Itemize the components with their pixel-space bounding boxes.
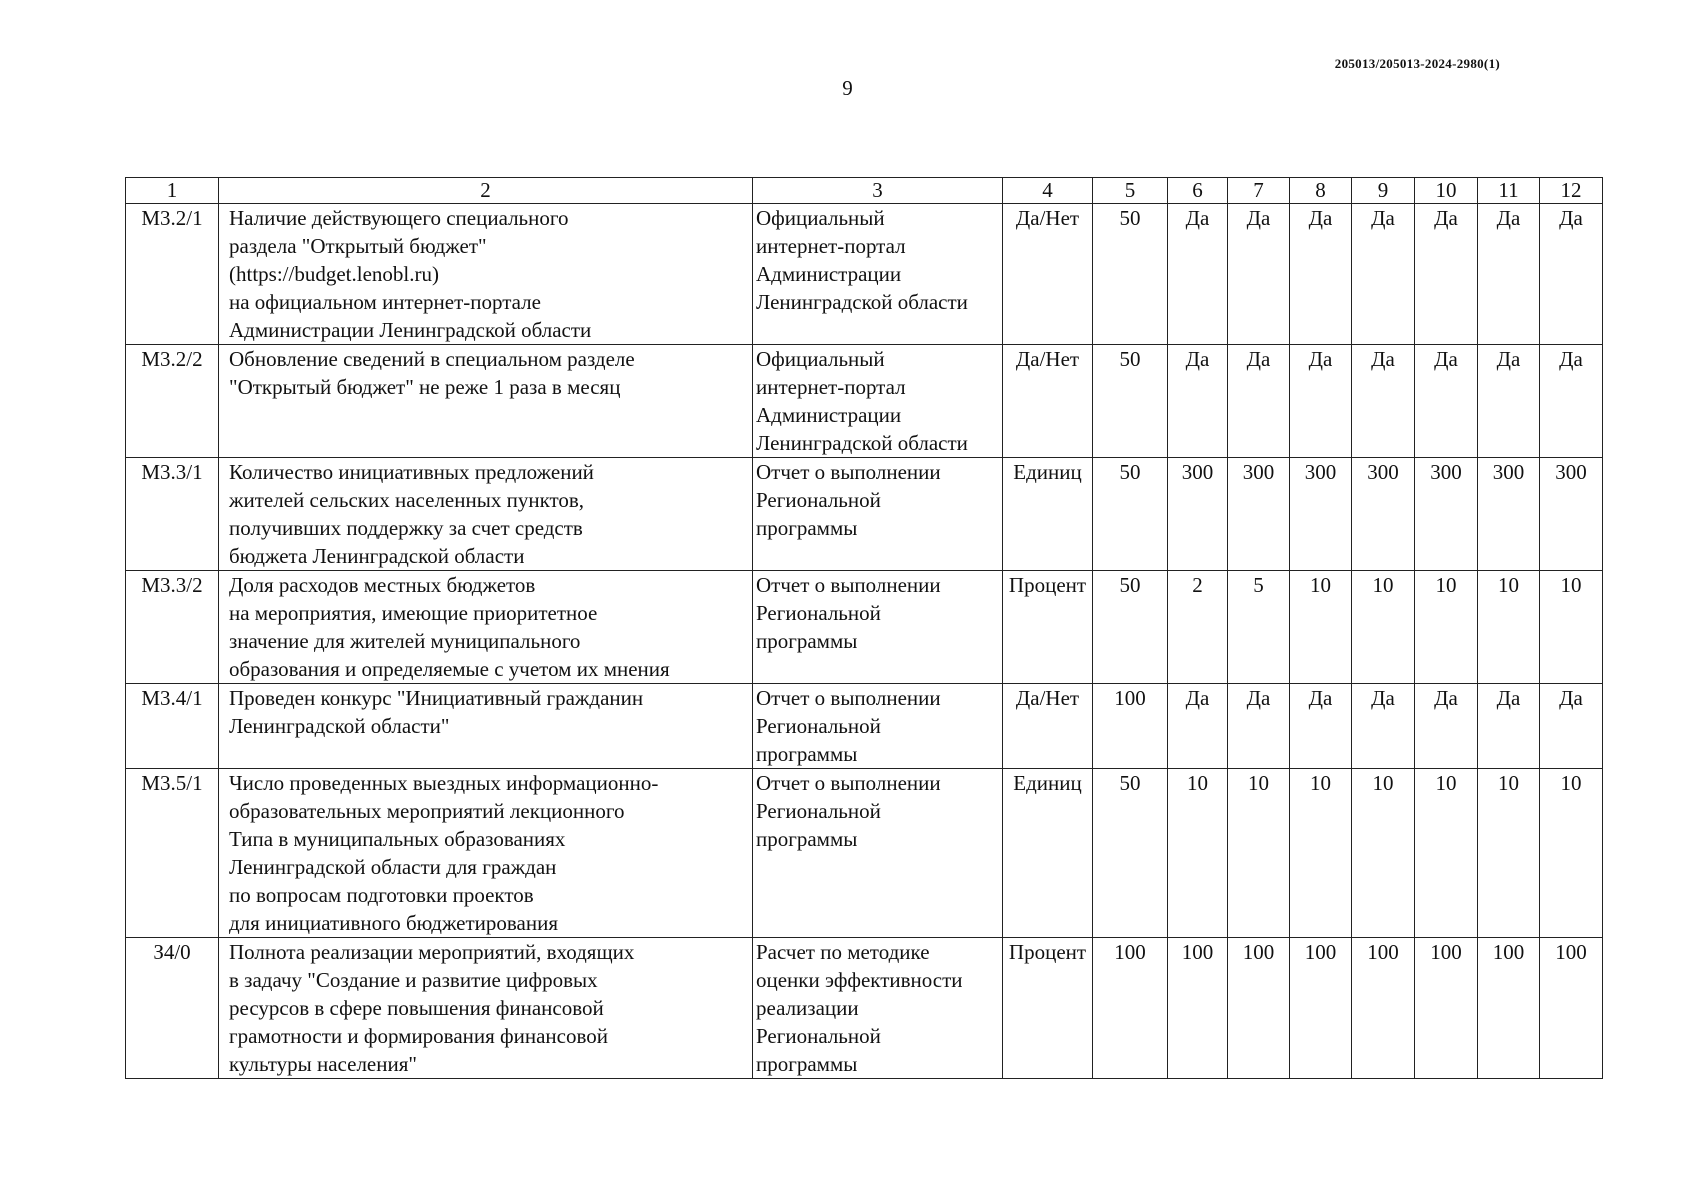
target-value-cell: Да <box>1478 204 1540 345</box>
target-value-cell: 100 <box>1228 938 1290 1079</box>
column-header: 9 <box>1352 178 1415 204</box>
description-line: Доля расходов местных бюджетов <box>229 573 536 597</box>
target-value-cell: 300 <box>1478 458 1540 571</box>
column-header: 11 <box>1478 178 1540 204</box>
unit-of-measure: Процент <box>1003 938 1093 1079</box>
target-value-cell: Да <box>1168 684 1228 769</box>
table-row <box>126 204 1603 345</box>
description-line: Полнота реализации мероприятий, входящих <box>229 940 635 964</box>
source-line: Администрации <box>756 403 902 427</box>
description-line: Проведен конкурс "Инициативный гражданин <box>229 686 644 710</box>
indicator-code: М3.3/1 <box>126 458 219 571</box>
target-value-cell: 100 <box>1540 938 1603 1079</box>
column-header: 10 <box>1415 178 1478 204</box>
source-line: Официальный <box>756 206 885 230</box>
target-value-cell: 10 <box>1352 769 1415 938</box>
indicator-code: М3.3/2 <box>126 571 219 684</box>
indicator-weight: 100 <box>1093 684 1168 769</box>
indicator-code: М3.2/2 <box>126 345 219 458</box>
target-value-cell: 10 <box>1168 769 1228 938</box>
source-line: Ленинградской области <box>756 290 968 314</box>
target-value-cell: Да <box>1290 204 1352 345</box>
indicator-description <box>219 938 753 1079</box>
source-line: Отчет о выполнении <box>756 771 941 795</box>
description-line: раздела "Открытый бюджет" <box>229 234 487 258</box>
indicator-description <box>219 571 753 684</box>
target-value-cell: 10 <box>1478 769 1540 938</box>
indicator-weight: 50 <box>1093 345 1168 458</box>
indicator-code: З4/0 <box>126 938 219 1079</box>
target-value-cell: 10 <box>1540 571 1603 684</box>
column-header: 6 <box>1168 178 1228 204</box>
indicator-weight: 100 <box>1093 938 1168 1079</box>
source-line: Официальный <box>756 347 885 371</box>
data-source <box>753 769 1003 938</box>
table-row <box>126 938 1603 1079</box>
indicator-description <box>219 458 753 571</box>
column-header: 5 <box>1093 178 1168 204</box>
source-line: интернет-портал <box>756 375 906 399</box>
target-value-cell: Да <box>1228 684 1290 769</box>
source-line: Ленинградской области <box>756 431 968 455</box>
description-line: ресурсов в сфере повышения финансовой <box>229 996 604 1020</box>
target-value-cell: Да <box>1478 684 1540 769</box>
target-value-cell: Да <box>1478 345 1540 458</box>
target-value-cell: Да <box>1228 345 1290 458</box>
target-value-cell: 10 <box>1540 769 1603 938</box>
source-line: программы <box>756 516 858 540</box>
indicator-description <box>219 684 753 769</box>
data-source <box>753 571 1003 684</box>
target-value-cell: Да <box>1352 204 1415 345</box>
target-value-cell: 10 <box>1415 571 1478 684</box>
source-line: Администрации <box>756 262 902 286</box>
description-line: Число проведенных выездных информационно- <box>229 771 659 795</box>
description-line: на мероприятия, имеющие приоритетное <box>229 601 598 625</box>
source-line: оценки эффективности <box>756 968 963 992</box>
target-value-cell: Да <box>1168 204 1228 345</box>
target-value-cell: Да <box>1415 204 1478 345</box>
target-value-cell: 10 <box>1415 769 1478 938</box>
description-line: в задачу "Создание и развитие цифровых <box>229 968 598 992</box>
source-line: реализации <box>756 996 859 1020</box>
target-value-cell: 100 <box>1478 938 1540 1079</box>
indicator-description <box>219 204 753 345</box>
target-value-cell: 10 <box>1290 769 1352 938</box>
data-source <box>753 204 1003 345</box>
description-line: Ленинградской области" <box>229 714 450 738</box>
description-line: бюджета Ленинградской области <box>229 544 525 568</box>
description-line: на официальном интернет-портале <box>229 290 541 314</box>
source-line: Расчет по методике <box>756 940 930 964</box>
document-registration-number: 205013/205013-2024-2980(1) <box>1334 56 1500 71</box>
target-value-cell: Да <box>1168 345 1228 458</box>
target-value-cell: 10 <box>1478 571 1540 684</box>
unit-of-measure: Процент <box>1003 571 1093 684</box>
description-line: для инициативного бюджетирования <box>229 911 559 935</box>
unit-of-measure: Единиц <box>1003 769 1093 938</box>
column-header: 8 <box>1290 178 1352 204</box>
description-line: Администрации Ленинградской области <box>229 318 592 342</box>
column-header: 2 <box>219 178 753 204</box>
source-line: Региональной <box>756 799 881 823</box>
indicators-table <box>125 177 1603 1079</box>
table-row <box>126 571 1603 684</box>
table-row <box>126 684 1603 769</box>
description-line: образовательных мероприятий лекционного <box>229 799 625 823</box>
description-line: "Открытый бюджет" не реже 1 раза в месяц <box>229 375 621 399</box>
table-row <box>126 345 1603 458</box>
source-line: Отчет о выполнении <box>756 686 941 710</box>
target-value-cell: 300 <box>1168 458 1228 571</box>
indicator-weight: 50 <box>1093 204 1168 345</box>
unit-of-measure: Единиц <box>1003 458 1093 571</box>
target-value-cell: Да <box>1290 345 1352 458</box>
target-value-cell: 300 <box>1415 458 1478 571</box>
table-row <box>126 769 1603 938</box>
indicator-description <box>219 769 753 938</box>
target-value-cell: Да <box>1540 684 1603 769</box>
target-value-cell: Да <box>1540 204 1603 345</box>
data-source <box>753 938 1003 1079</box>
source-line: программы <box>756 827 858 851</box>
description-line: Обновление сведений в специальном разделе <box>229 347 635 371</box>
source-line: Региональной <box>756 488 881 512</box>
target-value-cell: 300 <box>1290 458 1352 571</box>
description-line: Ленинградской области для граждан <box>229 855 557 879</box>
data-source <box>753 458 1003 571</box>
target-value-cell: 10 <box>1290 571 1352 684</box>
column-header: 3 <box>753 178 1003 204</box>
target-value-cell: Да <box>1352 684 1415 769</box>
description-line: значение для жителей муниципального <box>229 629 581 653</box>
source-line: Региональной <box>756 601 881 625</box>
source-line: Отчет о выполнении <box>756 460 941 484</box>
target-value-cell: Да <box>1415 345 1478 458</box>
description-line: Наличие действующего специального <box>229 206 569 230</box>
column-header: 7 <box>1228 178 1290 204</box>
page-number: 9 <box>842 76 853 100</box>
description-line: по вопросам подготовки проектов <box>229 883 534 907</box>
unit-of-measure: Да/Нет <box>1003 345 1093 458</box>
description-line: (https://budget.lenobl.ru) <box>229 262 439 286</box>
description-line: жителей сельских населенных пунктов, <box>229 488 585 512</box>
description-line: Количество инициативных предложений <box>229 460 594 484</box>
data-source <box>753 684 1003 769</box>
description-line: Типа в муниципальных образованиях <box>229 827 566 851</box>
description-line: получивших поддержку за счет средств <box>229 516 583 540</box>
column-header: 4 <box>1003 178 1093 204</box>
indicator-description <box>219 345 753 458</box>
indicator-code: М3.4/1 <box>126 684 219 769</box>
source-line: программы <box>756 742 858 766</box>
column-header: 1 <box>126 178 219 204</box>
description-line: культуры населения" <box>229 1052 417 1076</box>
target-value-cell: Да <box>1290 684 1352 769</box>
target-value-cell: 100 <box>1168 938 1228 1079</box>
target-value-cell: Да <box>1228 204 1290 345</box>
data-source <box>753 345 1003 458</box>
target-value-cell: 10 <box>1352 571 1415 684</box>
target-value-cell: Да <box>1540 345 1603 458</box>
target-value-cell: 5 <box>1228 571 1290 684</box>
target-value-cell: 2 <box>1168 571 1228 684</box>
source-line: Региональной <box>756 1024 881 1048</box>
description-line: образования и определяемые с учетом их мнения <box>229 657 670 681</box>
indicator-weight: 50 <box>1093 458 1168 571</box>
table-body <box>126 204 1603 1079</box>
unit-of-measure: Да/Нет <box>1003 684 1093 769</box>
table-row <box>126 458 1603 571</box>
target-value-cell: 300 <box>1352 458 1415 571</box>
column-number-header-row <box>126 178 1603 204</box>
target-value-cell: Да <box>1415 684 1478 769</box>
source-line: Региональной <box>756 714 881 738</box>
source-line: программы <box>756 1052 858 1076</box>
unit-of-measure: Да/Нет <box>1003 204 1093 345</box>
target-value-cell: 100 <box>1352 938 1415 1079</box>
indicator-code: М3.5/1 <box>126 769 219 938</box>
target-value-cell: 100 <box>1290 938 1352 1079</box>
target-value-cell: 10 <box>1228 769 1290 938</box>
source-line: Отчет о выполнении <box>756 573 941 597</box>
description-line: грамотности и формирования финансовой <box>229 1024 608 1048</box>
source-line: программы <box>756 629 858 653</box>
target-value-cell: 300 <box>1540 458 1603 571</box>
source-line: интернет-портал <box>756 234 906 258</box>
target-value-cell: 300 <box>1228 458 1290 571</box>
target-value-cell: 100 <box>1415 938 1478 1079</box>
indicator-weight: 50 <box>1093 571 1168 684</box>
indicator-code: М3.2/1 <box>126 204 219 345</box>
column-header: 12 <box>1540 178 1603 204</box>
indicator-weight: 50 <box>1093 769 1168 938</box>
target-value-cell: Да <box>1352 345 1415 458</box>
